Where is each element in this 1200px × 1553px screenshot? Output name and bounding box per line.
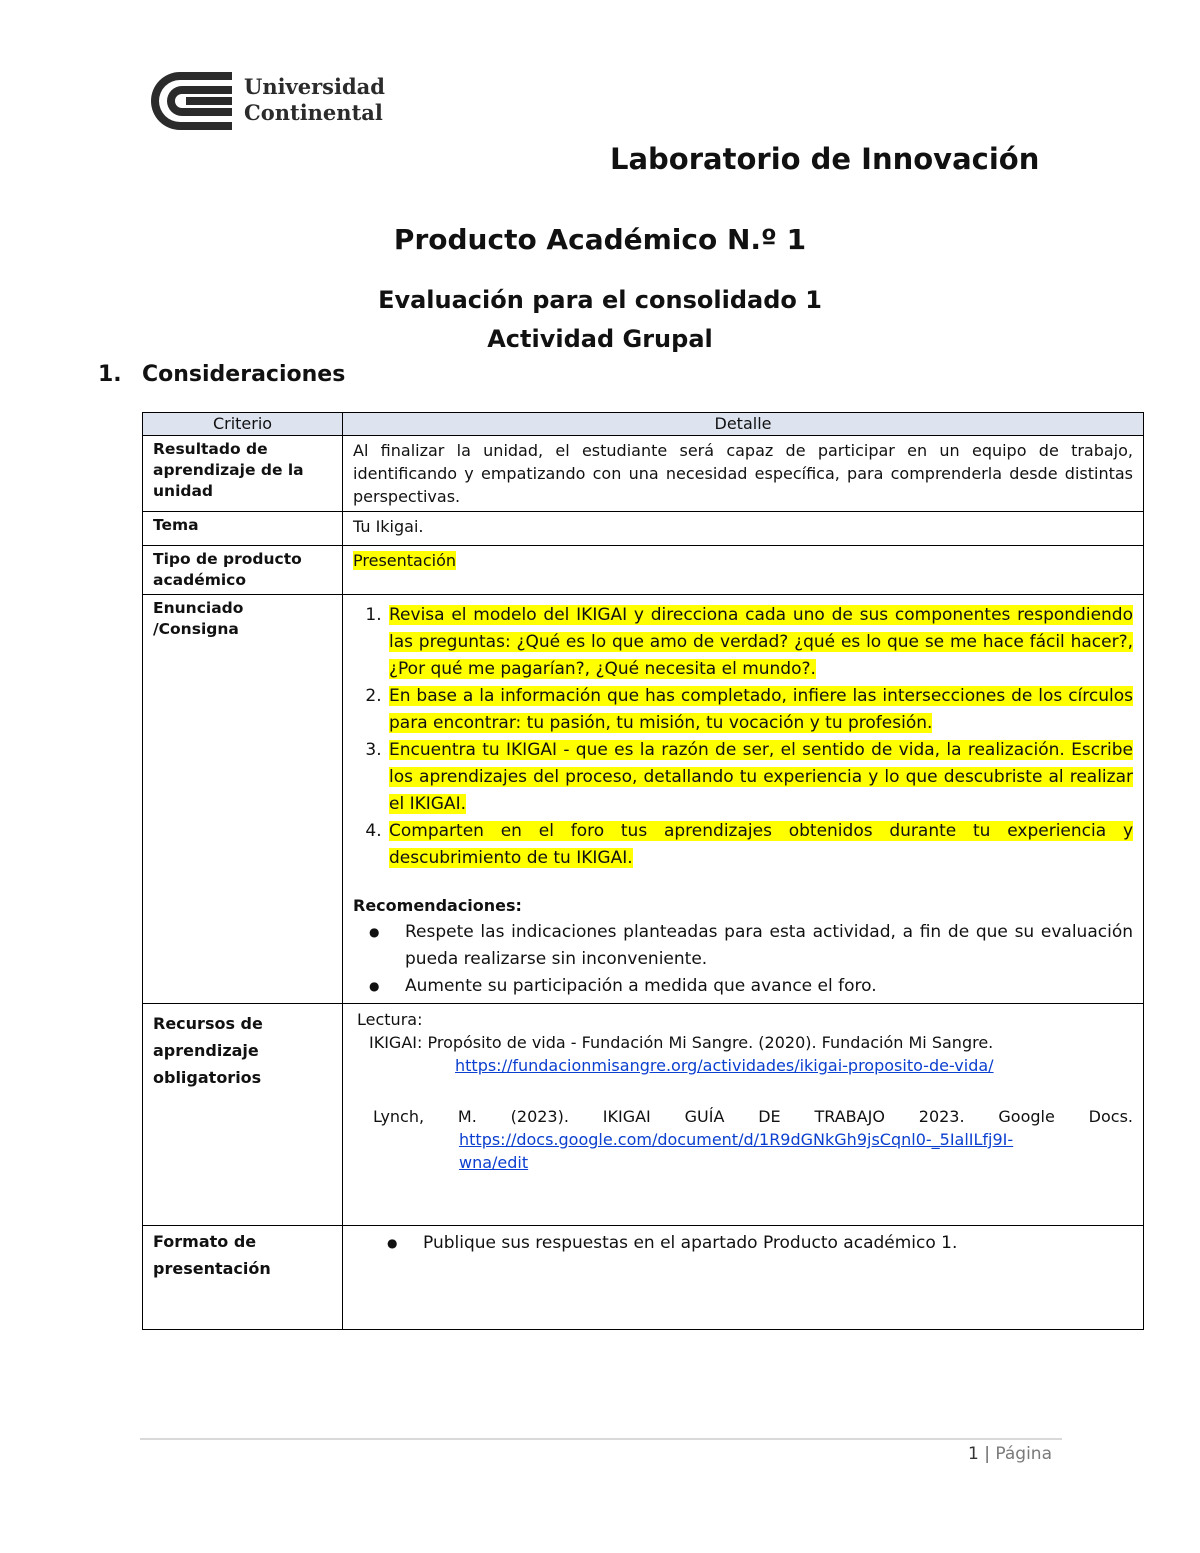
reference-2-link-part2[interactable]: wna/edit [459, 1153, 529, 1172]
university-name-line2: Continental [244, 100, 383, 125]
tipo-value: Presentación [353, 551, 457, 570]
reference-1-text: IKIGAI: Propósito de vida - Fundación Mi Sangre. (2020). Fundación Mi Sangre. [369, 1033, 994, 1052]
section-heading [98, 362, 345, 387]
consigna-list [353, 602, 1133, 872]
university-logo-mark-icon [140, 68, 236, 134]
criterio-tipo: Tipo de producto académico [143, 546, 343, 595]
reference-1 [353, 1031, 1133, 1077]
table-row-resultado [143, 436, 1144, 512]
list-item: ● Aumente su participación a medida que avance el foro. [405, 973, 1133, 1000]
header-detalle: Detalle [343, 413, 1144, 436]
detalle-enunciado [343, 595, 1144, 1004]
page-footer [968, 1444, 1052, 1464]
reference-2-text: Lynch, M. (2023). IKIGAI GUÍA DE TRABAJO 2023. Google Docs. [373, 1107, 1133, 1126]
table-row-recursos [143, 1004, 1144, 1226]
criterio-formato [143, 1226, 343, 1330]
criterio-recursos [143, 1004, 343, 1226]
reference-2-link[interactable] [459, 1130, 1013, 1172]
list-item [387, 602, 1133, 683]
list-item: ● Respete las indicaciones planteadas para esta actividad, a fin de que su evaluación pueda realizarse sin inconveniente. [405, 919, 1133, 973]
reference-1-link[interactable]: https://fundacionmisangre.org/actividades/ikigai-proposito-de-vida/ [455, 1056, 994, 1075]
reference-2-link-part1[interactable]: https://docs.google.com/document/d/1R9dGNkGh9jsCqnl0-_5IalILfj9I- [459, 1130, 1014, 1149]
university-name [244, 74, 385, 126]
criterio-tema: Tema [143, 512, 343, 546]
university-name-line1: Universidad [244, 74, 385, 99]
criterio-enunciado: Enunciado /Consigna [143, 595, 343, 1004]
list-item [387, 683, 1133, 737]
table-row-tema [143, 512, 1144, 546]
header-criterio: Criterio [143, 413, 343, 436]
detalle-tipo [343, 546, 1144, 595]
recomendaciones-list [353, 919, 1133, 1000]
lectura-label: Lectura: [357, 1010, 423, 1029]
criterio-recursos-label: Recursos de aprendizaje obligatorios [153, 1014, 263, 1087]
list-item: ● Publique sus respuestas en el apartado Producto académico 1. [423, 1230, 1133, 1257]
evaluation-title: Evaluación para el consolidado 1 [378, 286, 822, 314]
lab-title: Laboratorio de Innovación [610, 142, 1040, 176]
page-number: 1 [968, 1444, 979, 1464]
footer-separator: | [984, 1444, 990, 1464]
university-logo [140, 68, 385, 138]
product-title: Producto Académico N.º 1 [393, 223, 807, 256]
page-label: Página [995, 1444, 1052, 1464]
footer-divider [140, 1438, 1062, 1440]
reference-2 [353, 1105, 1133, 1174]
section-number: 1. [98, 362, 122, 387]
consigna-item-4: Comparten en el foro tus aprendizajes obtenidos durante tu experiencia y descubrimiento de tu IKIGAI. [389, 821, 1133, 868]
activity-title: Actividad Grupal [487, 325, 713, 353]
consigna-item-1: Revisa el modelo del IKIGAI y direcciona cada uno de sus componentes respondiendo las preguntas: ¿Qué es lo que amo de verdad? ¿qué es lo que se me hace fácil hacer?, ¿Por qué me pagarían?, ¿Qué necesita el mundo?. [389, 605, 1133, 679]
consigna-item-2: En base a la información que has completado, infiere las intersecciones de los círculos para encontrar: tu pasión, tu misión, tu vocación y tu profesión. [389, 686, 1133, 733]
table-header-row [143, 413, 1144, 436]
criterio-resultado: Resultado de aprendizaje de la unidad [143, 436, 343, 512]
section-title: Consideraciones [142, 362, 346, 387]
detalle-recursos [343, 1004, 1144, 1226]
recomendaciones-title: Recomendaciones: [353, 896, 522, 915]
formato-list [353, 1230, 1133, 1257]
detalle-resultado: Al finalizar la unidad, el estudiante será capaz de participar en un equipo de trabajo, identificando y empatizando con una necesidad específica, para comprenderla desde distintas perspectivas. [343, 436, 1144, 512]
consigna-item-3: Encuentra tu IKIGAI - que es la razón de ser, el sentido de vida, la realización. Escribe los aprendizajes del proceso, detallando tu experiencia y lo que descubriste al realizar el IKIGAI. [389, 740, 1133, 814]
table-row-tipo [143, 546, 1144, 595]
list-item [387, 737, 1133, 818]
criterio-formato-label: Formato de presentación [153, 1232, 271, 1278]
table-row-formato [143, 1226, 1144, 1330]
table-row-enunciado [143, 595, 1144, 1004]
detalle-formato [343, 1226, 1144, 1330]
list-item [387, 818, 1133, 872]
detalle-tema: Tu Ikigai. [343, 512, 1144, 546]
considerations-table [142, 412, 1144, 1330]
